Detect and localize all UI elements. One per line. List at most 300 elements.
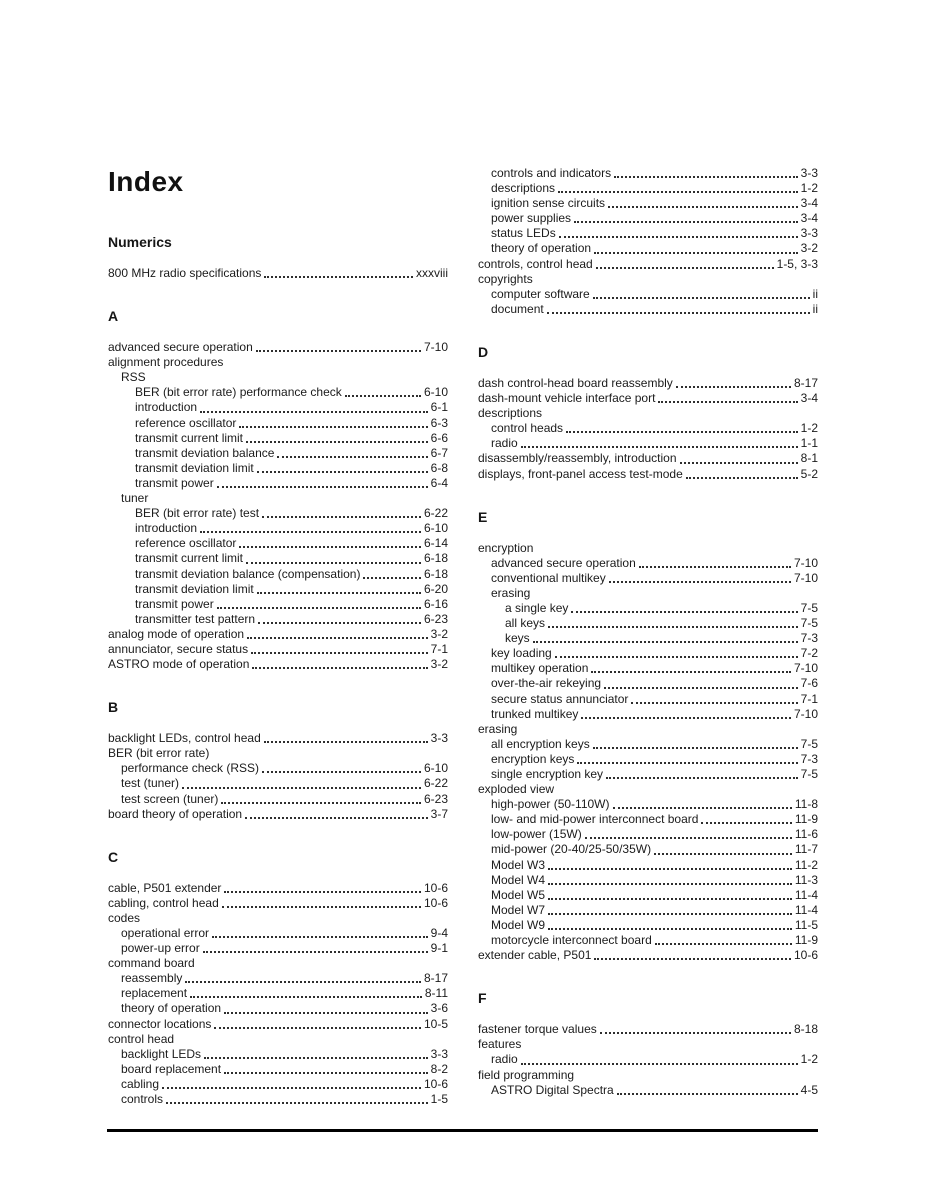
index-entry: [478, 631, 818, 646]
entry-text: reference oscillator: [135, 415, 237, 430]
entry-page: 3-4: [800, 211, 818, 226]
index-entry: [108, 355, 448, 370]
dot-leader: [212, 926, 428, 938]
index-entry: [108, 761, 448, 776]
dot-leader: [593, 737, 798, 749]
entry-page: 10-6: [423, 1076, 448, 1091]
entry-page: 10-6: [793, 948, 818, 963]
entry-text: ASTRO mode of operation: [108, 657, 250, 672]
entry-page: 8-11: [424, 986, 448, 1001]
dot-leader: [608, 196, 798, 208]
index-entry: [108, 1062, 448, 1077]
entry-text: advanced secure operation: [108, 340, 253, 355]
entry-text: keys: [505, 631, 530, 646]
dot-leader: [521, 436, 798, 448]
entry-page: 6-18: [423, 566, 448, 581]
entry-text: reference oscillator: [135, 536, 237, 551]
dot-leader: [224, 881, 421, 893]
entry-text: control heads: [491, 421, 564, 436]
index-entry: [108, 612, 448, 627]
entry-text: field programming: [478, 1067, 575, 1082]
entry-page: 1-2: [800, 1052, 818, 1067]
entry-page: 6-18: [423, 551, 448, 566]
entry-text: analog mode of operation: [108, 626, 245, 641]
dot-leader: [574, 211, 798, 223]
index-entry: [478, 707, 818, 722]
entry-page: 7-5: [800, 616, 818, 631]
section-b: [108, 699, 448, 822]
dot-leader: [246, 431, 428, 443]
index-entry: [478, 421, 818, 436]
entry-text: computer software: [491, 286, 590, 301]
section-f: [478, 990, 818, 1097]
entry-page: 6-16: [423, 596, 448, 611]
entry-page: 1-2: [800, 181, 818, 196]
entry-page: 6-10: [423, 385, 448, 400]
entry-page: 3-3: [430, 1046, 448, 1061]
index-entry: [108, 627, 448, 642]
entry-page: 6-20: [423, 581, 448, 596]
index-entry: [478, 181, 818, 196]
entry-page: 7-10: [793, 706, 818, 721]
index-entry: [478, 1037, 818, 1052]
footer-rule: [107, 1129, 818, 1132]
dot-leader: [200, 400, 428, 412]
entry-page: 1-5, 3-3: [776, 256, 818, 271]
index-entry: [108, 657, 448, 672]
dot-leader: [594, 241, 798, 253]
column-right: [478, 166, 818, 1098]
entry-text: single encryption key: [491, 767, 604, 781]
dot-leader: [262, 761, 421, 773]
entry-page: 5-2: [800, 466, 818, 481]
entry-text: features: [478, 1037, 522, 1052]
entry-page: 7-5: [800, 767, 818, 781]
dot-leader: [521, 1052, 798, 1064]
entry-text: over-the-air rekeying: [491, 676, 602, 691]
entry-page: xxxviii: [416, 266, 448, 280]
entry-text: high-power (50-110W): [491, 797, 610, 812]
index-entry: [108, 1047, 448, 1062]
entry-text: descriptions: [491, 181, 556, 196]
entry-page: 7-10: [793, 555, 818, 570]
index-entry: [478, 676, 818, 691]
index-entry: [478, 782, 818, 797]
entry-text: conventional multikey: [491, 570, 606, 585]
dot-leader: [182, 776, 421, 788]
section-heading: B: [108, 699, 119, 716]
dot-leader: [617, 1083, 798, 1095]
index-entry: [478, 1022, 818, 1037]
entry-text: mid-power (20-40/25-50/35W): [491, 842, 652, 857]
entry-page: 7-3: [800, 631, 818, 646]
dot-leader: [600, 1022, 791, 1034]
entry-text: BER (bit error rate) test: [135, 506, 260, 521]
entry-page: 3-3: [800, 166, 818, 180]
index-entry: [478, 1083, 818, 1098]
index-entry: [108, 896, 448, 911]
index-entry: [108, 807, 448, 822]
entry-text: tuner: [121, 491, 149, 506]
entry-page: 7-1: [430, 641, 448, 656]
index-entry: [478, 241, 818, 256]
entry-text: connector locations: [108, 1016, 212, 1031]
index-entry: [478, 166, 818, 181]
dot-leader: [252, 657, 427, 669]
dot-leader: [559, 226, 798, 238]
dot-leader: [680, 451, 798, 463]
entry-page: 3-2: [430, 626, 448, 641]
entry-page: 6-3: [430, 415, 448, 430]
entry-page: 3-4: [800, 391, 818, 406]
entry-page: 11-7: [794, 842, 818, 857]
entry-text: control head: [108, 1031, 175, 1046]
index-entry: [478, 646, 818, 661]
entry-text: BER (bit error rate) performance check: [135, 385, 342, 400]
index-entry: [108, 776, 448, 791]
entry-text: 800 MHz radio specifications: [108, 266, 262, 280]
entry-text: transmit deviation balance (compensation): [135, 566, 361, 581]
entry-text: backlight LEDs, control head: [108, 731, 261, 746]
entry-text: transmit deviation limit: [135, 460, 254, 475]
index-entry: [478, 842, 818, 857]
index-entry: [108, 266, 448, 281]
index-entry: [478, 873, 818, 888]
dot-leader: [247, 627, 428, 639]
entry-text: cable, P501 extender: [108, 880, 222, 895]
entry-text: erasing: [491, 585, 531, 600]
entry-page: 6-10: [423, 761, 448, 776]
dot-leader: [639, 556, 791, 568]
entry-page: 11-4: [794, 902, 818, 917]
entry-text: operational error: [121, 926, 210, 940]
dot-leader: [555, 646, 798, 658]
dot-leader: [162, 1077, 421, 1089]
index-entry: [108, 521, 448, 536]
index-entry: [108, 731, 448, 746]
entry-text: disassembly/reassembly, introduction: [478, 451, 677, 466]
entry-text: displays, front-panel access test-mode: [478, 466, 683, 481]
index-entry: [108, 746, 448, 761]
entry-page: 3-4: [800, 196, 818, 211]
entry-text: Model W4: [491, 872, 546, 887]
entry-text: dash control-head board reassembly: [478, 375, 673, 390]
dot-leader: [246, 551, 421, 563]
entry-text: a single key: [505, 600, 569, 615]
entry-text: transmit deviation limit: [135, 581, 254, 596]
entry-page: 1-5: [430, 1092, 448, 1107]
dot-leader: [631, 692, 797, 704]
entry-text: dash-mount vehicle interface port: [478, 391, 656, 406]
index-entry: [108, 551, 448, 566]
dot-leader: [577, 752, 797, 764]
entry-page: 8-17: [793, 375, 818, 390]
entry-page: 6-22: [423, 776, 448, 791]
entry-page: ii: [812, 286, 818, 301]
dot-leader: [548, 858, 792, 870]
entry-text: exploded view: [478, 782, 555, 797]
entry-text: low- and mid-power interconnect board: [491, 812, 699, 827]
dot-leader: [256, 340, 421, 352]
entry-text: transmit deviation balance: [135, 445, 275, 460]
index-entry: [108, 416, 448, 431]
entry-text: secure status annunciator: [491, 691, 629, 706]
index-entry: [108, 340, 448, 355]
dot-leader: [654, 842, 792, 854]
index-entry: [108, 536, 448, 551]
dot-leader: [257, 461, 428, 473]
entry-page: ii: [812, 301, 818, 316]
index-entry: [108, 597, 448, 612]
entry-text: ignition sense circuits: [491, 196, 606, 211]
dot-leader: [245, 807, 428, 819]
entry-text: test screen (tuner): [121, 791, 219, 806]
entry-text: encryption keys: [491, 751, 575, 766]
index-entry: [478, 257, 818, 272]
entry-page: 3-2: [800, 241, 818, 256]
entry-page: 11-9: [794, 812, 818, 827]
index-entry: [478, 556, 818, 571]
index-entry: [108, 881, 448, 896]
entry-page: 8-18: [793, 1022, 818, 1037]
entry-page: 11-8: [794, 797, 818, 812]
index-entry: [478, 541, 818, 556]
dot-leader: [277, 446, 427, 458]
dot-leader: [224, 1062, 428, 1074]
index-entry: [108, 792, 448, 807]
index-entry: [108, 506, 448, 521]
dot-leader: [264, 266, 413, 278]
entry-page: 6-1: [430, 400, 448, 415]
entry-page: 4-5: [800, 1082, 818, 1097]
entry-page: 7-3: [800, 751, 818, 766]
entry-page: 9-4: [430, 926, 448, 940]
entry-text: erasing: [478, 721, 518, 736]
entry-text: replacement: [121, 986, 188, 1001]
entry-text: low-power (15W): [491, 827, 582, 842]
entry-text: encryption: [478, 540, 534, 555]
entry-text: Model W7: [491, 902, 546, 917]
dot-leader: [593, 287, 810, 299]
dot-leader: [239, 416, 427, 428]
entry-page: 6-4: [430, 475, 448, 490]
dot-leader: [224, 1001, 428, 1013]
index-entry: [108, 1001, 448, 1016]
index-entry: [478, 287, 818, 302]
index-entry: [478, 827, 818, 842]
entry-page: 10-5: [423, 1016, 448, 1031]
section-heading: C: [108, 848, 119, 865]
index-entry: [478, 933, 818, 948]
entry-text: trunked multikey: [491, 706, 579, 721]
dot-leader: [606, 767, 798, 779]
index-entry: [108, 370, 448, 385]
entry-text: performance check (RSS): [121, 761, 260, 776]
entry-page: 3-3: [800, 226, 818, 241]
index-entry: [478, 767, 818, 782]
entry-text: power-up error: [121, 941, 200, 956]
section-heading: E: [478, 508, 488, 525]
index-entry: [108, 446, 448, 461]
index-entry: [108, 911, 448, 926]
entry-page: 6-6: [430, 430, 448, 445]
index-entry: [108, 1017, 448, 1032]
dot-leader: [190, 986, 422, 998]
dot-leader: [585, 827, 792, 839]
entry-text: transmitter test pattern: [135, 611, 256, 626]
entry-page: 3-2: [430, 657, 448, 672]
entry-text: descriptions: [478, 406, 543, 421]
entry-page: 7-10: [423, 340, 448, 355]
dot-leader: [363, 567, 421, 579]
entry-page: 8-1: [800, 451, 818, 466]
dot-leader: [214, 1017, 421, 1029]
entry-page: 8-17: [423, 971, 448, 986]
dot-leader: [558, 181, 798, 193]
dot-leader: [221, 792, 421, 804]
dot-leader: [548, 873, 792, 885]
index-entry: [108, 491, 448, 506]
index-entry: [478, 692, 818, 707]
entry-page: 7-1: [800, 691, 818, 706]
entry-text: all keys: [505, 616, 546, 631]
dot-leader: [547, 302, 810, 314]
index-entry: [478, 586, 818, 601]
entry-text: reassembly: [121, 971, 183, 986]
dot-leader: [614, 166, 798, 178]
index-entry: [108, 400, 448, 415]
sections-right: [478, 166, 818, 1098]
index-entry: [478, 948, 818, 963]
entry-text: fastener torque values: [478, 1022, 597, 1037]
dot-leader: [204, 1047, 428, 1059]
entry-text: document: [491, 301, 544, 316]
index-entry: [108, 385, 448, 400]
index-entry: [478, 1052, 818, 1067]
dot-leader: [257, 582, 421, 594]
index-entry: [478, 571, 818, 586]
section-continued: [478, 166, 818, 317]
section-e: [478, 509, 818, 964]
dot-leader: [658, 391, 797, 403]
entry-text: introduction: [135, 521, 198, 536]
index-page-content: [108, 166, 818, 1107]
entry-text: transmit power: [135, 596, 214, 611]
dot-leader: [258, 612, 421, 624]
index-entry: [478, 812, 818, 827]
entry-text: controls, control head: [478, 256, 593, 271]
dot-leader: [166, 1092, 428, 1104]
entry-text: cabling, control head: [108, 895, 219, 910]
dot-leader: [591, 661, 791, 673]
entry-page: 11-9: [794, 933, 818, 948]
page-title: Index: [108, 166, 184, 197]
entry-page: 3-6: [430, 1001, 448, 1016]
entry-text: cabling: [121, 1076, 160, 1091]
dot-leader: [609, 571, 791, 583]
entry-page: 10-6: [423, 895, 448, 910]
entry-page: 6-14: [423, 536, 448, 551]
index-entry: [478, 451, 818, 466]
entry-page: 8-2: [430, 1061, 448, 1076]
dot-leader: [566, 421, 798, 433]
entry-text: introduction: [135, 400, 198, 415]
dot-leader: [222, 896, 421, 908]
entry-page: 7-5: [800, 736, 818, 751]
entry-page: 6-23: [423, 611, 448, 626]
index-entry: [478, 406, 818, 421]
entry-text: transmit current limit: [135, 551, 244, 566]
entry-text: radio: [491, 1052, 518, 1067]
index-entry: [478, 272, 818, 287]
entry-text: multikey operation: [491, 661, 589, 676]
entry-page: 1-2: [800, 421, 818, 436]
entry-text: motorcycle interconnect board: [491, 933, 652, 948]
index-entry: [478, 616, 818, 631]
entry-text: ASTRO Digital Spectra: [491, 1082, 614, 1097]
index-entry: [478, 797, 818, 812]
dot-leader: [262, 506, 421, 518]
section-heading: D: [478, 343, 489, 360]
entry-page: 1-1: [800, 436, 818, 451]
entry-page: 6-23: [423, 791, 448, 806]
index-entry: [108, 567, 448, 582]
entry-page: 6-7: [430, 445, 448, 460]
section-heading: F: [478, 990, 487, 1007]
index-entry: [478, 196, 818, 211]
index-entry: [478, 752, 818, 767]
index-entry: [108, 941, 448, 956]
entry-text: BER (bit error rate): [108, 746, 210, 761]
entry-page: 11-4: [794, 887, 818, 902]
dot-leader: [239, 536, 421, 548]
dot-leader: [217, 476, 428, 488]
index-entry: [478, 211, 818, 226]
entry-page: 6-10: [423, 521, 448, 536]
entry-page: 3-3: [430, 731, 448, 746]
entry-page: 3-7: [430, 806, 448, 821]
entry-text: backlight LEDs: [121, 1046, 202, 1061]
dot-leader: [676, 376, 791, 388]
index-entry: [478, 737, 818, 752]
entry-page: 11-5: [794, 917, 818, 932]
section-a: [108, 308, 448, 672]
entry-page: 7-2: [800, 646, 818, 661]
dot-leader: [200, 521, 421, 533]
entry-page: 6-22: [423, 506, 448, 521]
entry-text: Model W3: [491, 857, 546, 872]
dot-leader: [655, 933, 792, 945]
dot-leader: [203, 941, 428, 953]
entry-page: 7-10: [793, 661, 818, 676]
dot-leader: [548, 918, 792, 930]
index-entry: [108, 476, 448, 491]
dot-leader: [581, 707, 791, 719]
entry-text: key loading: [491, 646, 552, 661]
entry-text: power supplies: [491, 211, 572, 226]
dot-leader: [345, 385, 421, 397]
index-entry: [478, 226, 818, 241]
dot-leader: [596, 257, 774, 269]
entry-text: RSS: [121, 370, 146, 385]
entry-text: controls: [121, 1092, 164, 1107]
index-entry: [108, 461, 448, 476]
entry-text: advanced secure operation: [491, 555, 636, 570]
index-entry: [478, 918, 818, 933]
index-entry: [478, 467, 818, 482]
section-heading: Numerics: [108, 234, 172, 250]
entry-page: 6-8: [430, 460, 448, 475]
